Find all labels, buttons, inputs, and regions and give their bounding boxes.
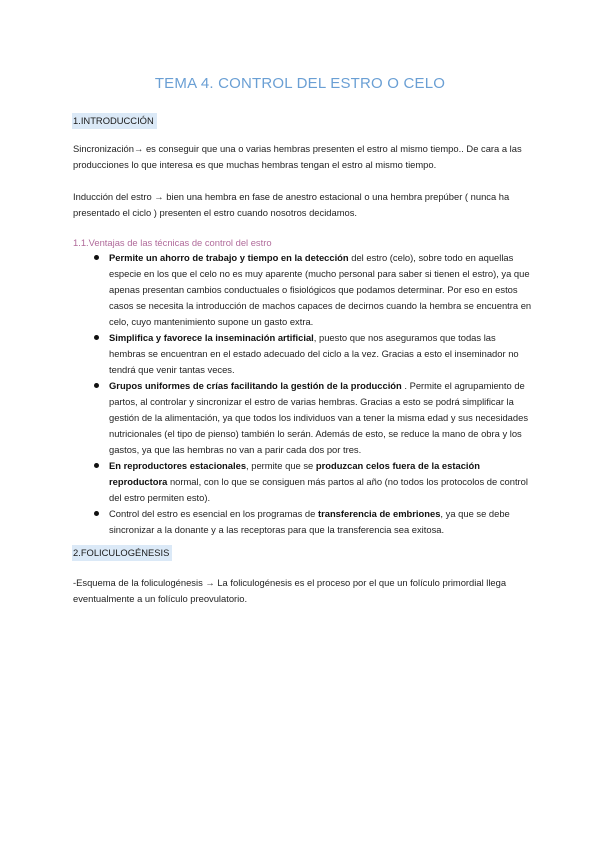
bold-phrase: Grupos uniformes de crías facilitando la gestión de la producción [109,380,402,391]
list-item-text: del estro (celo), sobre todo en aquellas especie en los que el celo no es muy aparente (mucho personal para saber si tienen el estro), ya que apenas presentan cambios conductuales o fisiológicos que podamos determinar. Por eso en estos casos se necesita la introducción de machos capaces de decirnos cuando la hembra se encuentra en celo, cuyo mantenimiento supone un gasto extra. [109,252,532,327]
paragraph-foliculogenesis: -Esquema de la foliculogénesis → La foliculogénesis es el proceso por el que un folículo primordial llega eventualmente a un folículo preovulatorio. [73,577,507,604]
subsection-heading-ventajas: 1.1.Ventajas de las técnicas de control del estro [73,237,272,248]
list-item [92,378,532,458]
bullet-icon [94,511,99,516]
ventajas-list [92,250,532,538]
list-item [92,250,532,330]
list-item-text: , permite que se [246,460,316,471]
bold-phrase: Permite un ahorro de trabajo y tiempo en la detección [109,252,349,263]
list-item-text: , puesto que nos aseguramos que todas las hembras se encuentran en el estado adecuado del ciclo a la vez. Gracias a esto el inseminador no tendrá que venir tantas veces. [109,332,519,375]
paragraph-induccion: Inducción del estro → bien una hembra en fase de anestro estacional o una hembra prepúber ( nunca ha presentado el ciclo ) presenten el estro cuando nosotros decidamos. [73,191,510,218]
section-heading-foliculogenesis: 2.FOLICULOGÉNESIS [72,545,172,561]
paragraph-sincronizacion: Sincronización→ es conseguir que una o varias hembras presenten el estro al mismo tiempo.. De cara a las producciones lo que interesa es que muchas hembras tengan el estro al mismo tiempo. [73,143,522,170]
list-item [92,330,532,378]
bullet-icon [94,335,99,340]
list-item [92,506,532,538]
bullet-icon [94,383,99,388]
bullet-icon [94,255,99,260]
bold-phrase: transferencia de embriones [317,508,441,519]
bold-phrase: produzcan celos fuera de la estación reproductora [109,460,480,487]
bold-phrase: En reproductores estacionales [109,460,247,471]
page-title: TEMA 4. CONTROL DEL ESTRO O CELO [154,75,446,92]
bullet-icon [94,463,99,468]
list-item-text: Control del estro es esencial en los programas de [109,508,318,519]
list-item-text: normal, con lo que se consiguen más partos al año (no todos los protocolos de control del estro permiten esto). [109,476,528,503]
bold-phrase: Simplifica y favorece la inseminación artificial [109,332,314,343]
list-item-text: , ya que se debe sincronizar a la donante y a las receptoras para que la transferencia sea exitosa. [109,508,510,535]
section-heading-introduccion: 1.INTRODUCCIÓN [72,113,157,129]
list-item-text: . Permite el agrupamiento de partos, al controlar y sincronizar el estro de varias hembras. Gracias a esto se podrá simplificar la gestión de la alimentación, ya que todos los individuos van a tener la misma edad y sus necesidades nutricionales (el tipo de pienso) también lo serán. Además de esto, se reduce la mano de obra y los gastos, ya que las hembras no van a parir cada dos por tres. [109,380,529,455]
list-item [92,458,532,506]
